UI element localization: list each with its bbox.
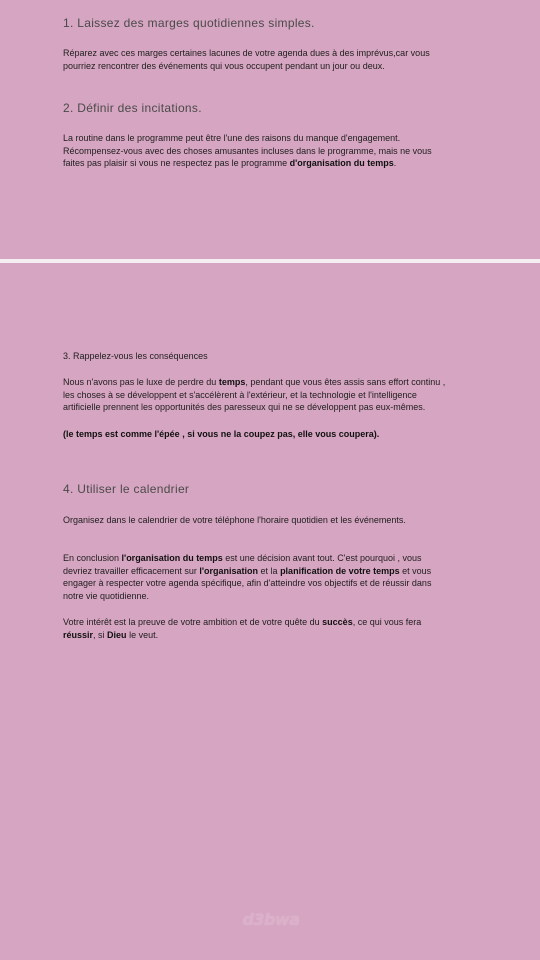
- conclusion-line-2: [63, 565, 488, 578]
- text-run: le veut.: [126, 629, 159, 640]
- section-3-line-2: les choses à se développent et s'accélèrent à l'extérieur, et la technologie et l'intelligence: [63, 389, 417, 400]
- text-run: et vous: [399, 565, 432, 576]
- bold-text: l'organisation du temps: [121, 553, 223, 563]
- bold-text: temps: [218, 377, 246, 387]
- document-page-2: [0, 263, 540, 960]
- section-2-heading: 2. Définir des incitations.: [63, 101, 202, 115]
- proverb-line: [63, 428, 483, 441]
- text-run: , ce qui vous fera: [352, 617, 422, 627]
- section-2-line-2: Récompensez-vous avec des choses amusantes incluses dans le programme, mais ne vous: [63, 145, 432, 156]
- bold-text: d'organisation du temps: [289, 158, 394, 168]
- section-2-line-3: [63, 157, 483, 170]
- section-2: [63, 101, 483, 115]
- section-3: [63, 351, 483, 361]
- bold-text: réussir: [63, 629, 94, 640]
- section-2-body: [63, 132, 483, 170]
- watermark-logo: d3bwa: [242, 910, 300, 929]
- section-4-heading: 4. Utiliser le calendrier: [63, 482, 190, 496]
- text-run: est une décision avant tout. C'est pourquoi , vous: [222, 553, 422, 563]
- conclusion-line-4: notre vie quotidienne.: [63, 590, 150, 601]
- bold-text: planification de votre temps: [280, 565, 400, 576]
- section-1-body: [63, 47, 483, 72]
- section-3-line-3: artificielle prennent les opportunités des paresseux qui ne se développent pas eux-mêmes.: [63, 402, 426, 412]
- bold-text: Dieu: [107, 629, 127, 640]
- section-1-heading: 1. Laissez des marges quotidiennes simples.: [63, 16, 315, 30]
- text-run: En conclusion: [63, 553, 122, 563]
- section-4-line-1: Organisez dans le calendrier de votre téléphone l'horaire quotidien et les événements.: [63, 515, 406, 525]
- bold-text: l'organisation: [199, 565, 259, 576]
- section-4: [63, 482, 483, 496]
- section-3-line-1: [63, 376, 488, 389]
- text-run: .: [393, 158, 397, 168]
- text-run: et la: [258, 565, 281, 576]
- text-run: Votre intérêt est la preuve de votre ambition et de votre quête du: [63, 617, 323, 627]
- bold-text: succès: [322, 617, 353, 627]
- section-4-body: [63, 514, 483, 527]
- section-3-proverb: [63, 428, 483, 441]
- closing-line-1: [63, 616, 483, 629]
- conclusion-line-1: [63, 552, 488, 565]
- closing-paragraph: [63, 616, 483, 641]
- section-1-line-1: Réparez avec ces marges certaines lacunes de votre agenda dues à des imprévus,car vous: [63, 48, 430, 58]
- conclusion-paragraph: [63, 552, 488, 602]
- text-run: , si: [93, 629, 108, 640]
- section-3-heading: 3. Rappelez-vous les conséquences: [63, 351, 208, 361]
- text-run: Nous n'avons pas le luxe de perdre du: [63, 377, 219, 387]
- section-2-line-1: La routine dans le programme peut être l'une des raisons du manque d'engagement.: [63, 133, 401, 143]
- closing-line-2: [63, 629, 483, 642]
- conclusion-line-3: engager à respecter votre agenda spécifique, afin d'atteindre vos objectifs et de réussir dans: [63, 578, 432, 588]
- section-1: [63, 16, 483, 30]
- text-run: , pendant que vous êtes assis sans effort continu ,: [245, 377, 446, 387]
- section-3-body: [63, 376, 488, 414]
- proverb-text: (le temps est comme l'épée , si vous ne la coupez pas, elle vous coupera).: [63, 429, 380, 439]
- section-1-line-2: pourriez rencontrer des événements qui vous occupent pendant un jour ou deux.: [63, 60, 385, 71]
- text-run: faites pas plaisir si vous ne respectez pas le programme: [63, 158, 290, 168]
- text-run: devriez travailler efficacement sur: [63, 565, 200, 576]
- document-page-1: [0, 0, 540, 259]
